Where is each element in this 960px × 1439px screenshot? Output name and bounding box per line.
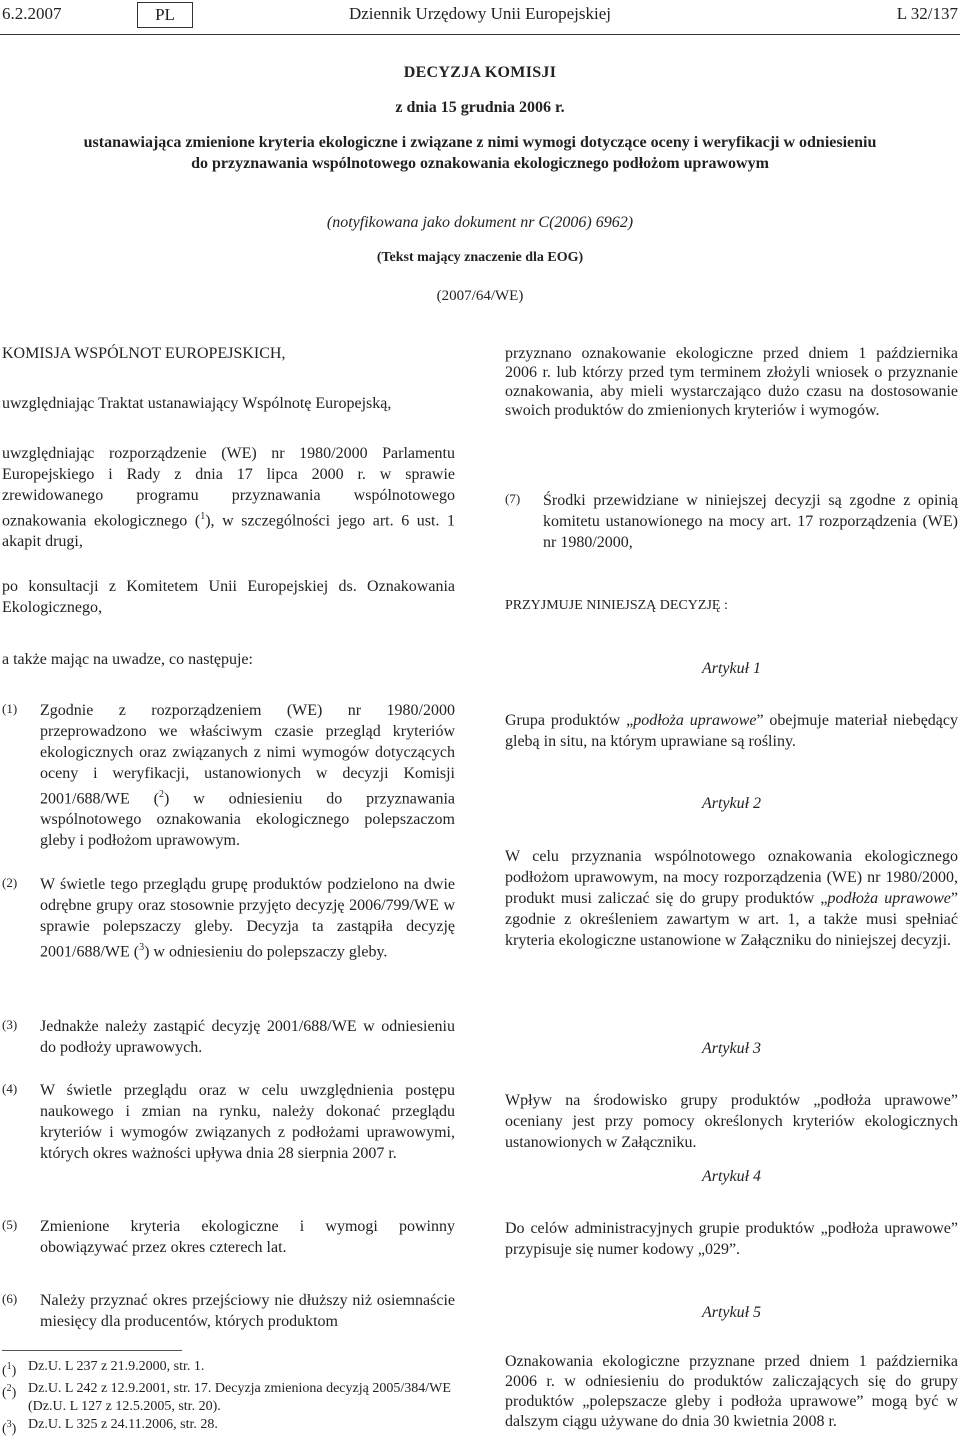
recital-7: (7) Środki przewidziane w niniejszej decyzji są zgodne z opinią komitetu ustanowionego na mocy art. 17 rozporządzenia (WE) nr 1980/2000, <box>505 491 958 551</box>
recital-6-continuation: przyznano oznakowanie ekologiczne przed dniem 1 października 2006 r. lub którzy przed tym terminem złożyli wniosek o przyznanie oznakowania, aby mieli wystarczająco dużo czasu na dostosowanie swoich produktów do zmienionych kryteriów i wymogów. <box>505 345 958 419</box>
recital-2: (2) W świetle tego przeglądu grupę produktów podzielono na dwie odrębne grupy oraz stosownie przyjęto decyzję 2006/799/WE w sprawie polepszaczy gleby. Decyzja ta zastąpiła decyzję 2001/688/WE ($^3$) w odniesieniu do polepszaczy gleby. <box>2 875 455 961</box>
article-1-title: Artykuł 1 <box>701 660 762 677</box>
document-title: DECYZJA KOMISJI <box>403 64 557 81</box>
recital-3: (3) Jednakże należy zastąpić decyzję 2001/688/WE w odniesieniu do podłoży uprawowych. <box>2 1017 455 1056</box>
regulation-citation: uwzględniając rozporządzenie (WE) nr 1980/2000 Parlamentu Europejskiego i Rady z dnia 17 lipca 2000 r. w sprawie zrewidowanego programu przyznawania wspólnotowego oznakowania ekologicznego ($^1$), w szczególności jego art. 6 ust. 1 akapit drugi, <box>2 445 456 551</box>
document-number: (2007/64/WE) <box>436 288 524 304</box>
recital-4: (4) W świetle przeglądu oraz w celu uwzględnienia postępu naukowego i zmian na rynku, należy dokonać przeglądu kryteriów i wymogów związanych z podłożami uprawowymi, których okres ważności upływa dnia 28 sierpnia 2007 r. <box>2 1081 455 1162</box>
recital-1: (1) Zgodnie z rozporządzeniem (WE) nr 1980/2000 przeprowadzono we właściwym czasie przegląd kryteriów ekologicznych oraz związanych z nimi wymogów dotyczących oceny i weryfikacji, ustanowionych w decyzji Komisji 2001/688/WE ($^2$) w odniesieniu do przyznawania wspólnotowego oznakowania ekologicznego polepszaczom gleby i podłożom uprawowym. <box>2 701 456 850</box>
article-2-title: Artykuł 2 <box>701 795 762 812</box>
article-3-text: Wpływ na środowisko grupy produktów „podłoża uprawowe” oceniany jest przy pomocy określonych kryteriów ekologicznych ustanowionych w Załączniku. <box>505 1092 958 1151</box>
treaty-citation: uwzględniając Traktat ustanawiający Wspólnotę Europejską, <box>2 395 392 412</box>
footnote-ref-3: 3 <box>139 942 145 953</box>
article-3-title: Artykuł 3 <box>701 1040 762 1057</box>
language-badge: PL <box>137 2 193 28</box>
article-4-title: Artykuł 4 <box>701 1168 762 1185</box>
footnote-ref-1: 1 <box>200 511 206 522</box>
footnote-ref-2: 2 <box>158 789 164 800</box>
consultation-citation: po konsultacji z Komitetem Unii Europejskiej ds. Oznakowania Ekologicznego, <box>2 578 455 616</box>
article-2-text: W celu przyznania wspólnotowego oznakowania ekologicznego podłożom uprawowym, na mocy rozporządzenia (WE) nr 1980/2000, produkt musi zaliczać się do grupy produktów „podłoża uprawowe” zgodnie z określeniem zawartym w art. 1, a także musi spełniać kryteria ekologiczne ustanowione w Załączniku do niniejszej decyzji. <box>505 848 958 949</box>
footnote-1: ($^1$) Dz.U. L 237 z 21.9.2000, str. 1. <box>2 1359 205 1379</box>
article-5-title: Artykuł 5 <box>701 1304 762 1321</box>
commission-heading: KOMISJA WSPÓLNOT EUROPEJSKICH, <box>2 345 286 362</box>
document-subject: ustanawiająca zmienione kryteria ekologiczne i związane z nimi wymogi dotyczące oceny i weryfikacji w odniesieniu do przyznawania wspólnotowego oznakowania ekologicznego podłożom uprawowym <box>83 134 877 172</box>
article-4-text: Do celów administracyjnych grupie produktów „podłoża uprawowe” przypisuje się numer kodowy „029”. <box>505 1220 958 1258</box>
article-5-text: Oznakowania ekologiczne przyznane przed dniem 1 października 2006 r. w odniesieniu do produktów zaliczających się do grupy produktów „polepszacze gleby i podłoża uprawowe” mogą być w dalszym ciągu używane do dnia 30 kwietnia 2008 r. <box>505 1353 958 1430</box>
publication-date: 6.2.2007 <box>2 4 62 23</box>
journal-name: Dziennik Urzędowy Unii Europejskiej <box>348 4 611 23</box>
eea-relevance: (Tekst mający znaczenie dla EOG) <box>376 250 584 265</box>
notification-number: (notyfikowana jako dokument nr C(2006) 6962) <box>326 214 634 231</box>
header-rule <box>0 34 960 35</box>
recital-5: (5) Zmienione kryteria ekologiczne i wymogi powinny obowiązywać przez okres czterech lat. <box>2 1217 455 1256</box>
footnote-2: ($^2$) Dz.U. L 242 z 12.9.2001, str. 17. Decyzja zmieniona decyzją 2005/384/WE (Dz.U. L 127 z 12.5.2005, str. 20). <box>2 1381 451 1414</box>
document-date: z dnia 15 grudnia 2006 r. <box>395 99 565 116</box>
recital-6: (6) Należy przyznać okres przejściowy nie dłuższy niż osiemnaście miesięcy dla producentów, których produktom <box>2 1291 455 1330</box>
article-1-text: Grupa produktów „podłoża uprawowe” obejmuje materiał niebędący glebą in situ, na którym uprawiane są rośliny. <box>505 712 959 750</box>
whereas-intro: a także mając na uwadze, co następuje: <box>2 651 253 668</box>
footnote-rule <box>2 1350 182 1351</box>
journal-reference: L 32/137 <box>896 4 958 23</box>
adoption-formula: PRZYJMUJE NINIEJSZĄ DECYZJĘ : <box>505 598 728 613</box>
footnote-3: ($^3$) Dz.U. L 325 z 24.11.2006, str. 28. <box>2 1417 218 1437</box>
